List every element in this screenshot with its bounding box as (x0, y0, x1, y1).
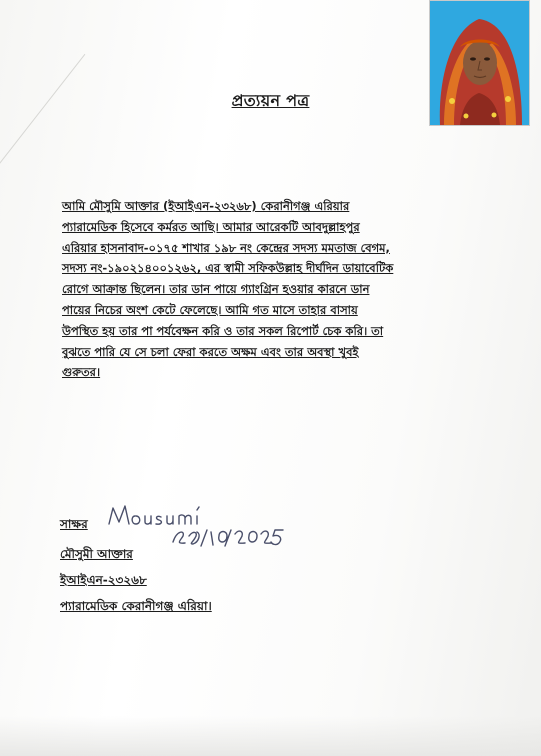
body-line: আমি মৌসুমি আক্তার (ইআইএন-২৩২৬৮) কেরানীগঞ্জ এরিয়ার (62, 199, 350, 213)
body-line: প্যারামেডিক হিসেবে কর্মরত আছি। আমার আরেকটি আবদুল্লাহপুর (62, 219, 360, 234)
body-line: গুরুতর। (62, 365, 101, 380)
signer-name: মৌসুমী আক্তার (60, 547, 133, 561)
body-line: সদস্য নং-১৯০২১৪০০১২৬২, এর স্বামী সফিকউল্লাহ দীর্ঘদিন ডায়াবেটিক (62, 261, 394, 276)
signature-label: সাক্ষর (60, 517, 88, 531)
body-line: রোগে আক্রান্ত ছিলেন। তার ডান পায়ে গ্যাংগ্রিন হওয়ার কারনে ডান (62, 282, 370, 297)
body-line: উপস্থিত হয় তার পা পর্যবেক্ষন করি ও তার সকল রিপোর্ট চেক করি। তা (62, 323, 384, 338)
body-line: বুঝতে পারি যে সে চলা ফেরা করতে অক্ষম এবং তার অবস্থা খুবই (62, 344, 359, 359)
certificate-body (62, 196, 482, 383)
handwritten-signature (103, 490, 343, 550)
body-line: এরিয়ার হাসনাবাদ-০১৭৫ শাখার ১৯৮ নং কেন্দ্রের সদস্য মমতাজ বেগম, (62, 240, 390, 255)
paper-fold-crease (0, 0, 85, 165)
signer-role: প্যারামেডিক কেরানীগঞ্জ এরিয়া। (60, 599, 212, 613)
body-line: পায়ের নিচের অংশ কেটে ফেলেছে। আমি গত মাসে তাহার বাসায় (62, 302, 358, 317)
paper-shadow (0, 716, 541, 756)
page-title: প্রত্যয়ন পত্র (231, 91, 310, 110)
signer-ein: ইআইএন-২৩২৬৮ (60, 573, 147, 587)
